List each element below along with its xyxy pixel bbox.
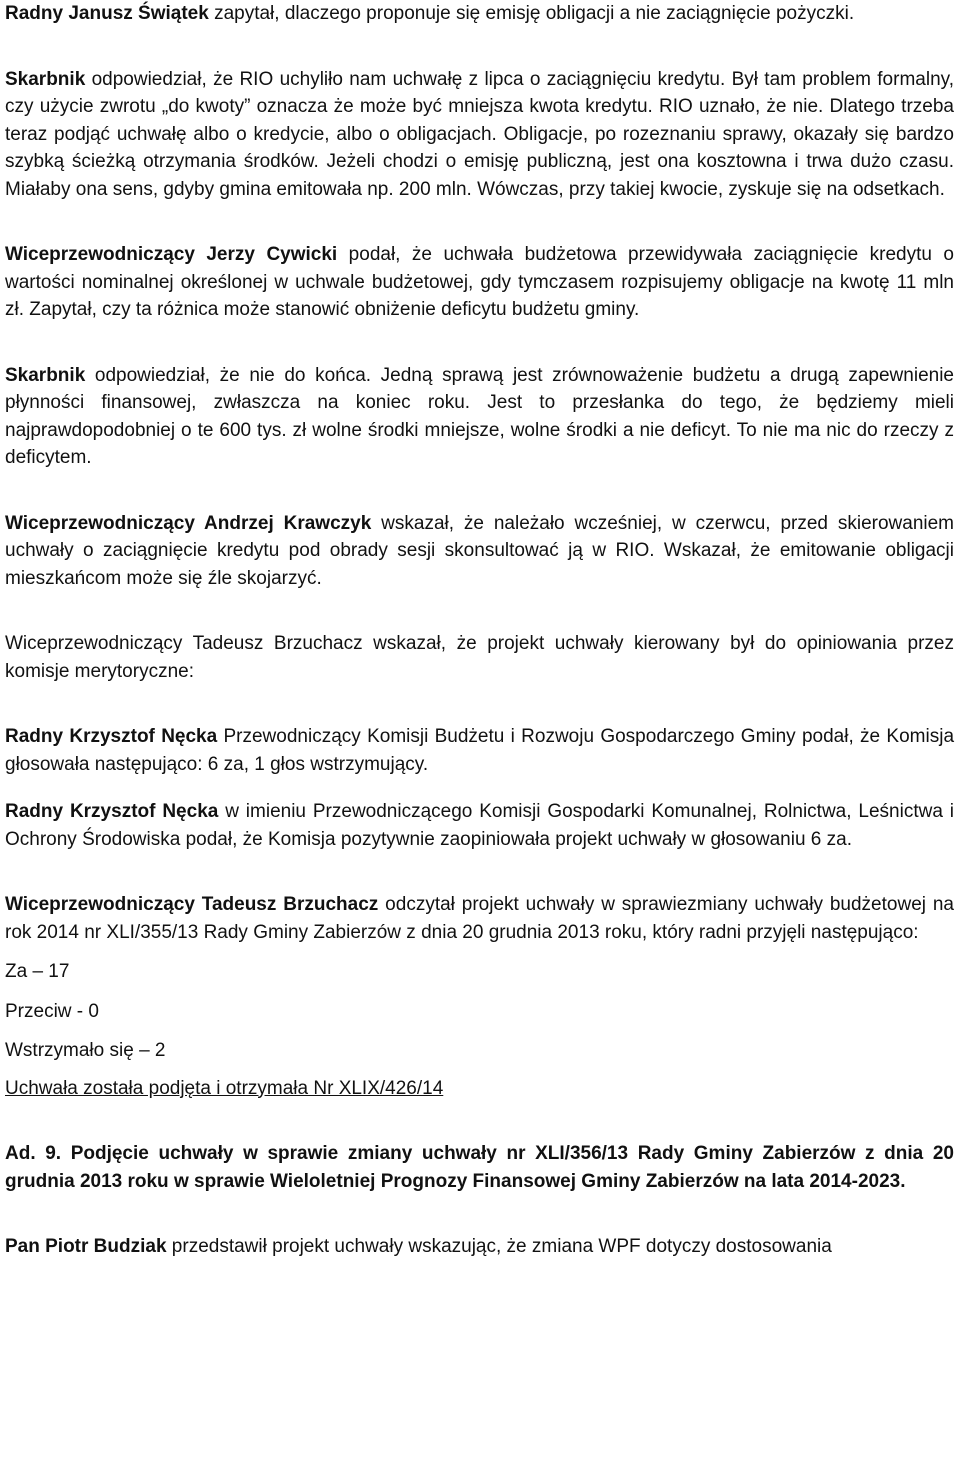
paragraph-brzuchacz-committees: Wiceprzewodniczący Tadeusz Brzuchacz wskazał, że projekt uchwały kierowany był do opiniowania przez komisje merytoryczne: <box>5 633 954 682</box>
paragraph-necka-communal-committee <box>5 798 954 853</box>
paragraph-text: odpowiedział, że nie do końca. Jedną sprawą jest zrównoważenie budżetu a drugą zapewnienie płynności finansowej, zwłaszcza na koniec roku. Jest to przesłanka do tego, że będziemy mieli najprawdopodobniej o te 600 tys. zł wolne środki mniejsze, wolne środki a nie deficyt. To nie ma nic do rzeczy z deficytem. <box>5 364 954 468</box>
vote-for: Za – 17 <box>5 961 70 982</box>
speaker-name: Wiceprzewodniczący Andrzej Krawczyk <box>5 512 372 534</box>
speaker-name: Radny Krzysztof Nęcka <box>5 801 219 822</box>
vote-abstain: Wstrzymało się – 2 <box>5 1040 166 1061</box>
paragraph-necka-budget-committee <box>5 723 954 778</box>
speaker-name: Pan Piotr Budziak <box>5 1236 167 1257</box>
paragraph-text: Przewodniczący Komisji Budżetu i Rozwoju Gospodarczego Gminy podał, że Komisja głosowała następująco: 6 za, 1 głos wstrzymujący. <box>5 726 955 775</box>
paragraph-text: przedstawił projekt uchwały wskazując, że zmiana WPF dotyczy dostosowania <box>166 1236 832 1257</box>
paragraph-text: podał, że uchwała budżetowa przewidywała zaciągnięcie kredytu o wartości nominalnej określonej w uchwale budżetowej, gdy tymczasem rozpisujemy obligacje na kwotę 11 mln zł. Zapytał, czy ta różnica może stanowić obniżenie deficytu budżetu gminy. <box>5 244 954 320</box>
agenda-item-9-heading: Ad. 9. Podjęcie uchwały w sprawie zmiany uchwały nr XLI/356/13 Rady Gminy Zabierzów z dnia 20 grudnia 2013 roku w sprawie Wieloletniej Prognozy Finansowej Gminy Zabierzów na lata 2014-2023. <box>5 1143 954 1192</box>
paragraph-skarbnik-answer-1 <box>5 66 954 204</box>
paragraph-budziak <box>5 1233 954 1261</box>
speaker-name: Wiceprzewodniczący Tadeusz Brzuchacz <box>5 894 379 915</box>
paragraph-text: odpowiedział, że RIO uchyliło nam uchwałę z lipca o zaciągnięciu kredytu. Był tam problem formalny, czy użycie zwrotu „do kwoty” oznacza że może być mniejsza kwota kredytu. RIO uznało, że nie. Dlatego trzeba teraz podjąć uchwałę albo o kredycie, albo o obligacjach. Obligacje, po rozeznaniu sprawy, okazały się bardzo szybką ścieżką otrzymania środków. Jeżeli chodzi o emisję publiczną, jest ona kosztowna i trwa dużo czasu. Miałaby ona sens, gdyby gmina emitowała np. 200 mln. Wówczas, przy takiej kwocie, zyskuje się na odsetkach. <box>5 68 954 200</box>
paragraph-text: w imieniu Przewodniczącego Komisji Gospodarki Komunalnej, Rolnictwa, Leśnictwa i Ochrony Środowiska podał, że Komisja pozytywnie zaopiniowała projekt uchwały w głosowaniu 6 za. <box>5 801 954 850</box>
speaker-name: Skarbnik <box>5 68 86 90</box>
paragraph-text: wskazał, że należało wcześniej, w czerwcu, przed skierowaniem uchwały o zaciągnięcie kredytu pod obrady sesji skonsultować ją w RIO. Wskazał, że emitowanie obligacji mieszkańcom może się źle skojarzyć. <box>5 512 955 589</box>
speaker-name: Skarbnik <box>5 364 86 386</box>
paragraph-swiatek-question <box>5 0 954 28</box>
vote-against: Przeciw - 0 <box>5 1000 99 1022</box>
paragraph-skarbnik-answer-2 <box>5 362 954 472</box>
resolution-result: Uchwała została podjęta i otrzymała Nr XLIX/426/14 <box>5 1077 444 1099</box>
speaker-name: Radny Krzysztof Nęcka <box>5 726 218 747</box>
paragraph-krawczyk <box>5 510 954 593</box>
paragraph-brzuchacz-reading <box>5 891 954 946</box>
speaker-name: Radny Janusz Świątek <box>5 3 209 24</box>
paragraph-text: zapytał, dlaczego proponuje się emisję obligacji a nie zaciągnięcie pożyczki. <box>208 3 855 24</box>
speaker-name: Wiceprzewodniczący Jerzy Cywicki <box>5 244 338 265</box>
paragraph-cywicki <box>5 241 954 324</box>
paragraph-text: odczytał projekt uchwały w sprawiezmiany uchwały budżetowej na rok 2014 nr XLI/355/13 Rady Gminy Zabierzów z dnia 20 grudnia 2013 roku, który radni przyjęli następująco: <box>5 894 954 943</box>
